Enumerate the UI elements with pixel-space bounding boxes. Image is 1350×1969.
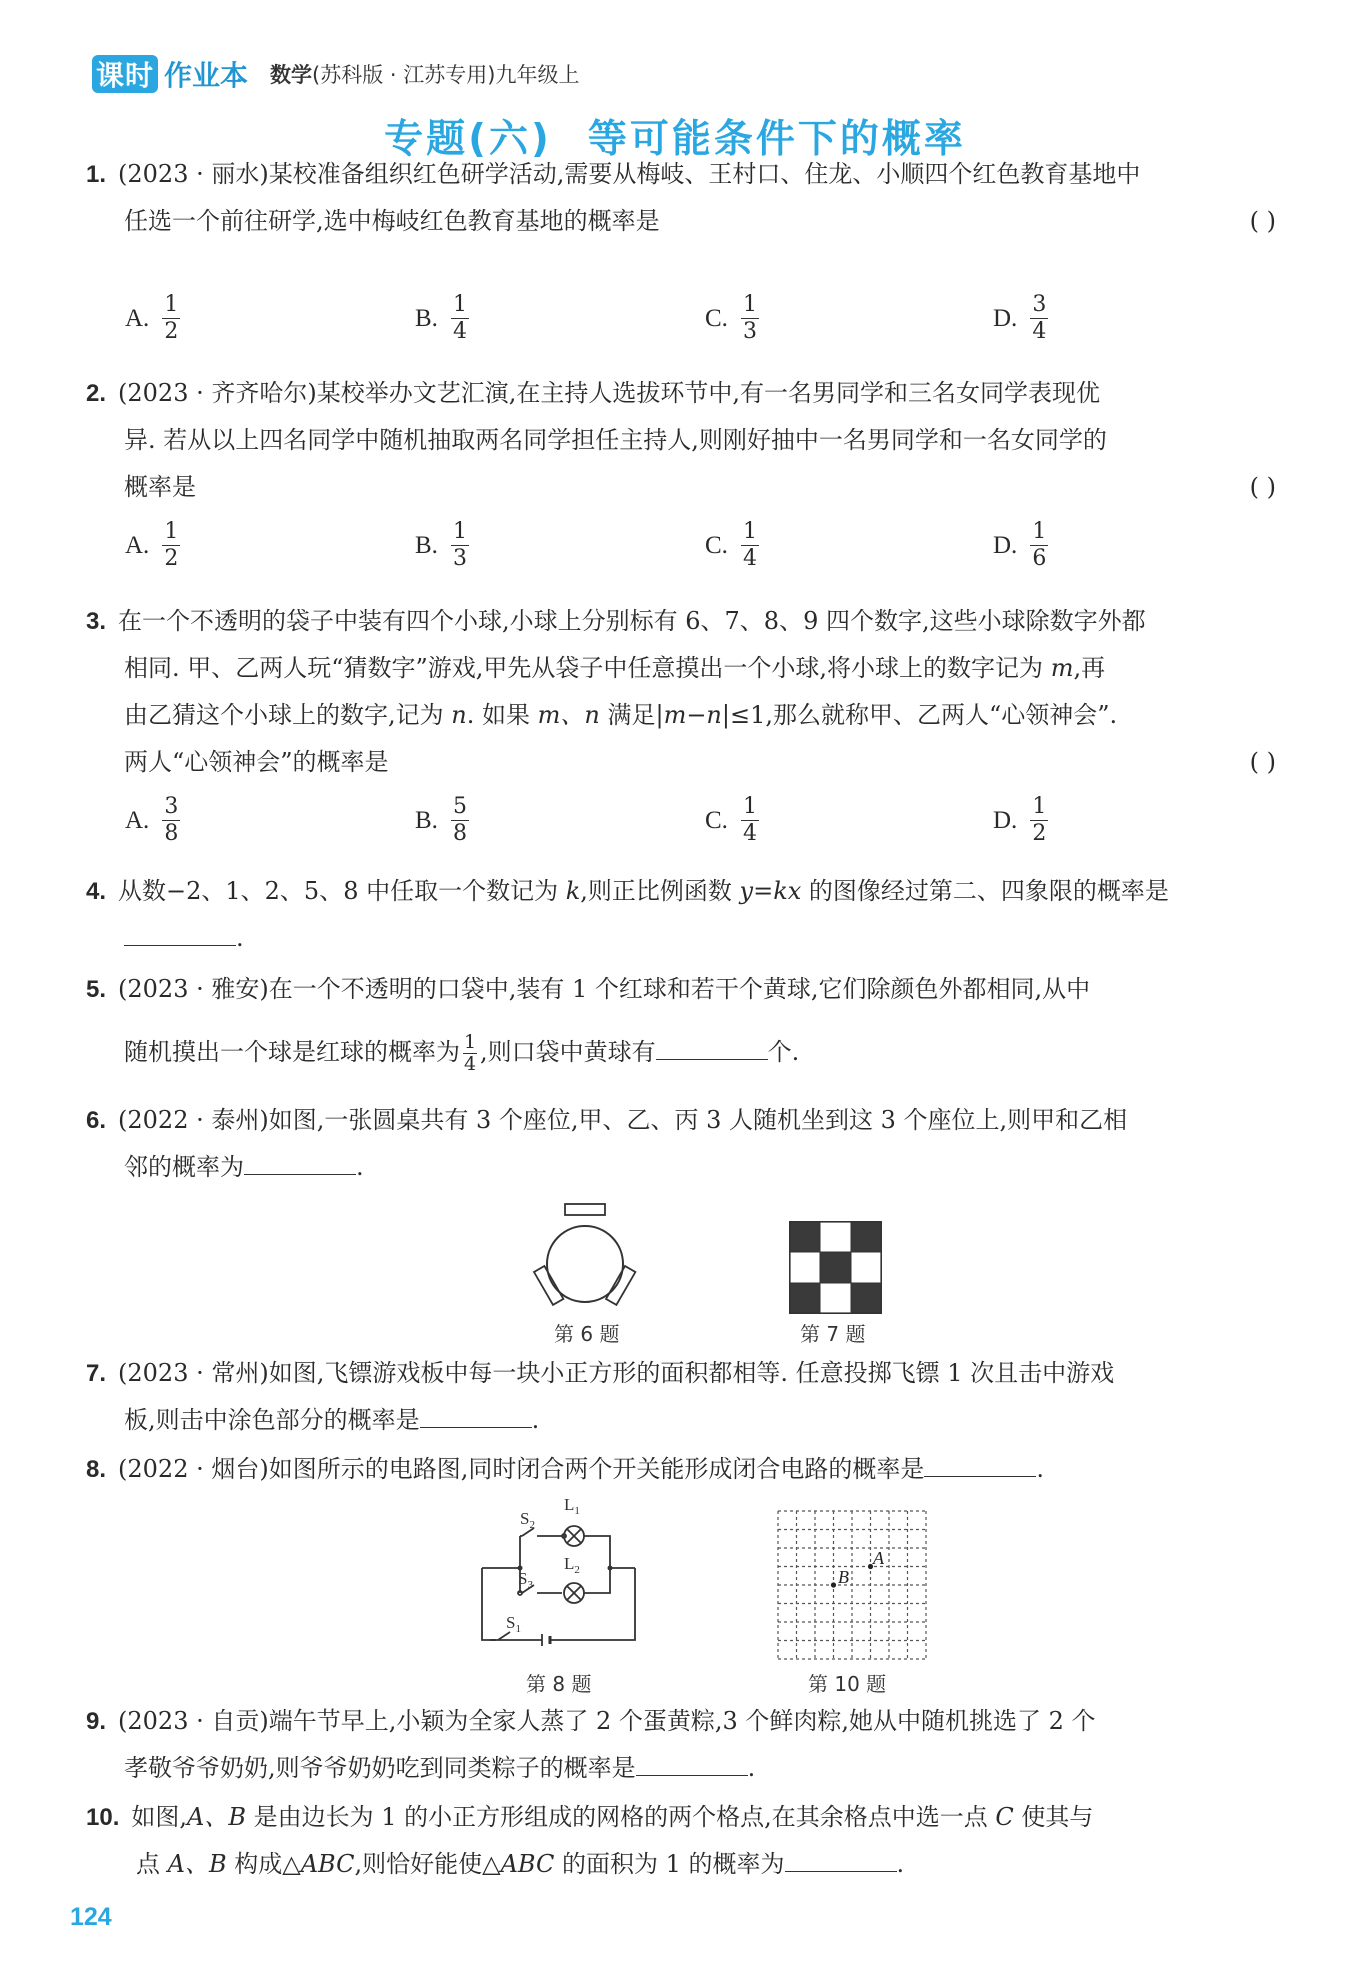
- board-cell-shaded: [789, 1283, 820, 1314]
- question-2: [86, 370, 1276, 511]
- question-2-options: [125, 519, 1125, 589]
- option-c: C. $\frac{1}{3}$: [705, 292, 757, 344]
- question-text: 10. 如图,A、B 是由边长为 1 的小正方形组成的网格的两个格点,在其余格点中选一点 C 使其与: [86, 1803, 1094, 1831]
- switch-s1-label: $S_1$: [506, 1613, 521, 1635]
- question-number: 2.: [86, 380, 107, 407]
- question-7: [86, 1350, 1276, 1444]
- seat-left: [534, 1266, 563, 1305]
- question-number: 7.: [86, 1360, 107, 1387]
- answer-blank[interactable]: [636, 1745, 748, 1776]
- board-cell-shaded: [789, 1221, 820, 1252]
- title-topic: 专题(六): [384, 117, 552, 162]
- question-1: [86, 151, 1276, 245]
- book-header: [92, 52, 579, 96]
- question-3: [86, 598, 1276, 786]
- question-text: 由乙猜这个小球上的数字,记为 n. 如果 m、n 满足|m−n|≤1,那么就称甲、乙两人“心领神会”.: [124, 701, 1118, 729]
- point-b-label: B: [838, 1567, 849, 1587]
- answer-blank[interactable]: [124, 915, 236, 946]
- switch-s3-label: $S_3$: [518, 1569, 533, 1591]
- answer-blank[interactable]: [785, 1841, 897, 1872]
- question-text: (2023 · 齐齐哈尔)某校举办文艺汇演,在主持人选拔环节中,有一名男同学和三名女同学表现优: [118, 379, 1100, 407]
- board-cell-shaded: [851, 1283, 882, 1314]
- point-a-label: A: [873, 1548, 884, 1568]
- answer-bracket: ( ): [1249, 207, 1276, 235]
- question-number: 3.: [86, 608, 107, 635]
- option-a: A. $\frac{3}{8}$: [125, 794, 179, 846]
- board-cell-shaded: [820, 1252, 851, 1283]
- option-a: A. $\frac{1}{2}$: [125, 292, 179, 344]
- option-a: A. $\frac{1}{2}$: [125, 519, 179, 571]
- option-b: B. $\frac{5}{8}$: [415, 794, 467, 846]
- question-text: 随机摸出一个球是红球的概率为 $\frac{1}{4}$ ,则口袋中黄球有 个.: [124, 1031, 800, 1075]
- question-9: [86, 1698, 1276, 1792]
- question-6: [86, 1097, 1276, 1191]
- answer-blank[interactable]: [244, 1144, 356, 1175]
- dartboard-figure: [789, 1221, 882, 1314]
- option-b: B. $\frac{1}{3}$: [415, 519, 467, 571]
- option-c: C. $\frac{1}{4}$: [705, 794, 757, 846]
- board-cell: [789, 1252, 820, 1283]
- question-10: [86, 1794, 1276, 1888]
- question-text: 点 A、B 构成△ABC,则恰好能使△ABC 的面积为 1 的概率为 .: [86, 1841, 1276, 1888]
- question-4: 4. 从数−2、1、2、5、8 中任取一个数记为 k,则正比例函数 y=kx 的图像经过第二、四象限的概率是 .: [86, 868, 1276, 962]
- figure-caption-6: 第 6 题: [554, 1322, 620, 1346]
- lamp-l1-label: $L_1$: [564, 1496, 580, 1517]
- board-cell: [851, 1252, 882, 1283]
- question-text: 板,则击中涂色部分的概率是 .: [86, 1397, 1276, 1444]
- board-cell: [820, 1283, 851, 1314]
- question-text: (2023 · 自贡)端午节早上,小颖为全家人蒸了 2 个蛋黄粽,3 个鲜肉粽,她从中随机挑选了 2 个: [118, 1707, 1096, 1735]
- brand-name: 作业本: [164, 59, 249, 92]
- answer-bracket: ( ): [1249, 473, 1276, 501]
- figure-caption-8: 第 8 题: [526, 1672, 592, 1696]
- question-number: 6.: [86, 1107, 107, 1134]
- figure-caption-10: 第 10 题: [808, 1672, 887, 1696]
- question-text: 孝敬爷爷奶奶,则爷爷奶奶吃到同类粽子的概率是 .: [86, 1745, 1276, 1792]
- answer-blank[interactable]: [924, 1446, 1036, 1477]
- question-text: 邻的概率为 .: [86, 1144, 1276, 1191]
- option-d: D. $\frac{1}{2}$: [993, 794, 1047, 846]
- question-5: [86, 966, 1276, 1076]
- question-text: 任选一个前往研学,选中梅岐红色教育基地的概率是: [124, 207, 660, 235]
- seat-right: [606, 1266, 635, 1305]
- option-c: C. $\frac{1}{4}$: [705, 519, 757, 571]
- question-text: 相同. 甲、乙两人玩“猜数字”游戏,甲先从袋子中任意摸出一个小球,将小球上的数字记为 m,再: [124, 654, 1106, 682]
- point-b: [831, 1582, 836, 1587]
- question-number: 1.: [86, 161, 107, 188]
- option-d: D. $\frac{3}{4}$: [993, 292, 1047, 344]
- round-table-figure: [520, 1198, 660, 1318]
- question-text: (2023 · 丽水)某校准备组织红色研学活动,需要从梅岐、王村口、住龙、小顺四个红色教育基地中: [118, 160, 1141, 188]
- page-number: 124: [70, 1903, 112, 1931]
- title-subject: 等可能条件下的概率: [587, 117, 966, 162]
- question-text: (2023 · 雅安)在一个不透明的口袋中,装有 1 个红球和若干个黄球,它们除颜色外都相同,从中: [118, 975, 1091, 1003]
- brand-logo: 课时: [92, 55, 158, 93]
- board-cell-shaded: [851, 1221, 882, 1252]
- question-3-options: [125, 794, 1125, 864]
- answer-blank[interactable]: [420, 1397, 532, 1428]
- board-cell: [820, 1221, 851, 1252]
- question-text: 8. (2022 · 烟台)如图所示的电路图,同时闭合两个开关能形成闭合电路的概率是 .: [86, 1446, 1276, 1493]
- question-number: 5.: [86, 976, 107, 1003]
- lamp-l2-label: $L_2$: [564, 1554, 580, 1576]
- circuit-diagram: [470, 1496, 650, 1658]
- seat-top: [565, 1204, 605, 1215]
- figure-caption-7: 第 7 题: [800, 1322, 866, 1346]
- grid-figure: [776, 1509, 928, 1661]
- book-info: 数学(苏科版 · 江苏专用)九年级上: [270, 63, 580, 87]
- question-text: (2023 · 常州)如图,飞镖游戏板中每一块小正方形的面积都相等. 任意投掷飞镖 1 次且击中游戏: [118, 1359, 1115, 1387]
- option-b: B. $\frac{1}{4}$: [415, 292, 467, 344]
- question-text: 概率是: [124, 473, 196, 501]
- question-text: 4. 从数−2、1、2、5、8 中任取一个数记为 k,则正比例函数 y=kx 的图像经过第二、四象限的概率是: [86, 877, 1169, 905]
- question-number: 9.: [86, 1708, 107, 1735]
- question-text: 异. 若从以上四名同学中随机抽取两名同学担任主持人,则刚好抽中一名男同学和一名女同学的: [124, 426, 1107, 454]
- question-text: 两人“心领神会”的概率是: [124, 748, 389, 776]
- question-text: 在一个不透明的袋子中装有四个小球,小球上分别标有 6、7、8、9 四个数字,这些小球除数字外都: [118, 607, 1146, 635]
- option-d: D. $\frac{1}{6}$: [993, 519, 1047, 571]
- answer-blank[interactable]: [656, 1029, 768, 1060]
- answer-bracket: ( ): [1249, 748, 1276, 776]
- question-text: (2022 · 泰州)如图,一张圆桌共有 3 个座位,甲、乙、丙 3 人随机坐到这 3 个座位上,则甲和乙相: [118, 1106, 1128, 1134]
- switch-s2-label: $S_2$: [520, 1509, 535, 1531]
- question-8: [86, 1446, 1276, 1493]
- question-1-options: [125, 292, 1125, 362]
